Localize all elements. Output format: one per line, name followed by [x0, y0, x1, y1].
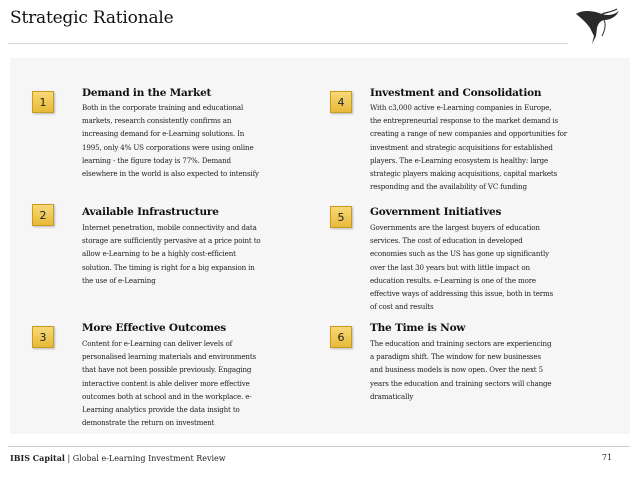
item-body: With c3,000 active e-Learning companies in Europe, the entrepreneurial response to the market demand is creating a range of new companies and opportunities for investment and strategic acquisitions for established players. The e-Learning ecosystem is healthy: large strategic players making acquisitions, capital markets responding and the availability of VC funding	[370, 103, 567, 192]
item-number-badge: 6	[330, 326, 352, 348]
item-heading: Available Infrastructure	[82, 206, 219, 218]
page-number: 71	[601, 453, 612, 462]
item-body: Content for e-Learning can deliver levels of personalised learning materials and environments that have not been possible previously. Engaging interactive content is able deliver more effective outcomes both at school and in the workplace. e- Learning analytics provide the data insight to demonstrate the return on investment	[82, 339, 257, 428]
item-body: Internet penetration, mobile connectivity and data storage are sufficiently pervasive at a price point to allow e-Learning to be a highly cost-efficient solution. The timing is right for a big expansion in the use of e-Learning	[82, 223, 261, 285]
footer-report-title: Global e-Learning Investment Review	[72, 454, 226, 463]
ibis-logo-icon	[572, 6, 622, 48]
item-number-badge: 2	[32, 204, 54, 226]
content-panel	[10, 58, 630, 434]
item-body: Governments are the largest buyers of education services. The cost of education in developed economies such as the US has gone up significantly over the last 30 years but with little impact on education results. e-Learning is one of the more effective ways of addressing this issue, both in terms of cost and results	[370, 223, 554, 312]
footer-separator: |	[67, 454, 71, 463]
item-number-badge: 3	[32, 326, 54, 348]
item-heading: Demand in the Market	[82, 87, 212, 99]
item-number-badge: 1	[32, 91, 54, 113]
item-body: The education and training sectors are experiencing a paradigm shift. The window for new businesses and business models is now open. Over the next 5 years the education and training sectors will change dramatically	[370, 339, 552, 401]
footer-rule	[8, 446, 630, 447]
top-rule	[8, 43, 568, 44]
item-heading: Government Initiatives	[370, 206, 502, 218]
item-heading: The Time is Now	[370, 322, 466, 334]
item-number-badge: 4	[330, 91, 352, 113]
page-title: Strategic Rationale	[10, 8, 174, 28]
item-heading: Investment and Consolidation	[370, 87, 542, 99]
footer-brand: IBIS Capital	[10, 453, 65, 463]
footer	[10, 453, 226, 463]
item-heading: More Effective Outcomes	[82, 322, 227, 334]
item-body: Both in the corporate training and educational markets, research consistently confirms an increasing demand for e-Learning solutions. In 1995, only 4% US corporations were using online learning - the figure today is 77%. Demand elsewhere in the world is also expected to intensify	[82, 103, 259, 179]
item-number-badge: 5	[330, 206, 352, 228]
